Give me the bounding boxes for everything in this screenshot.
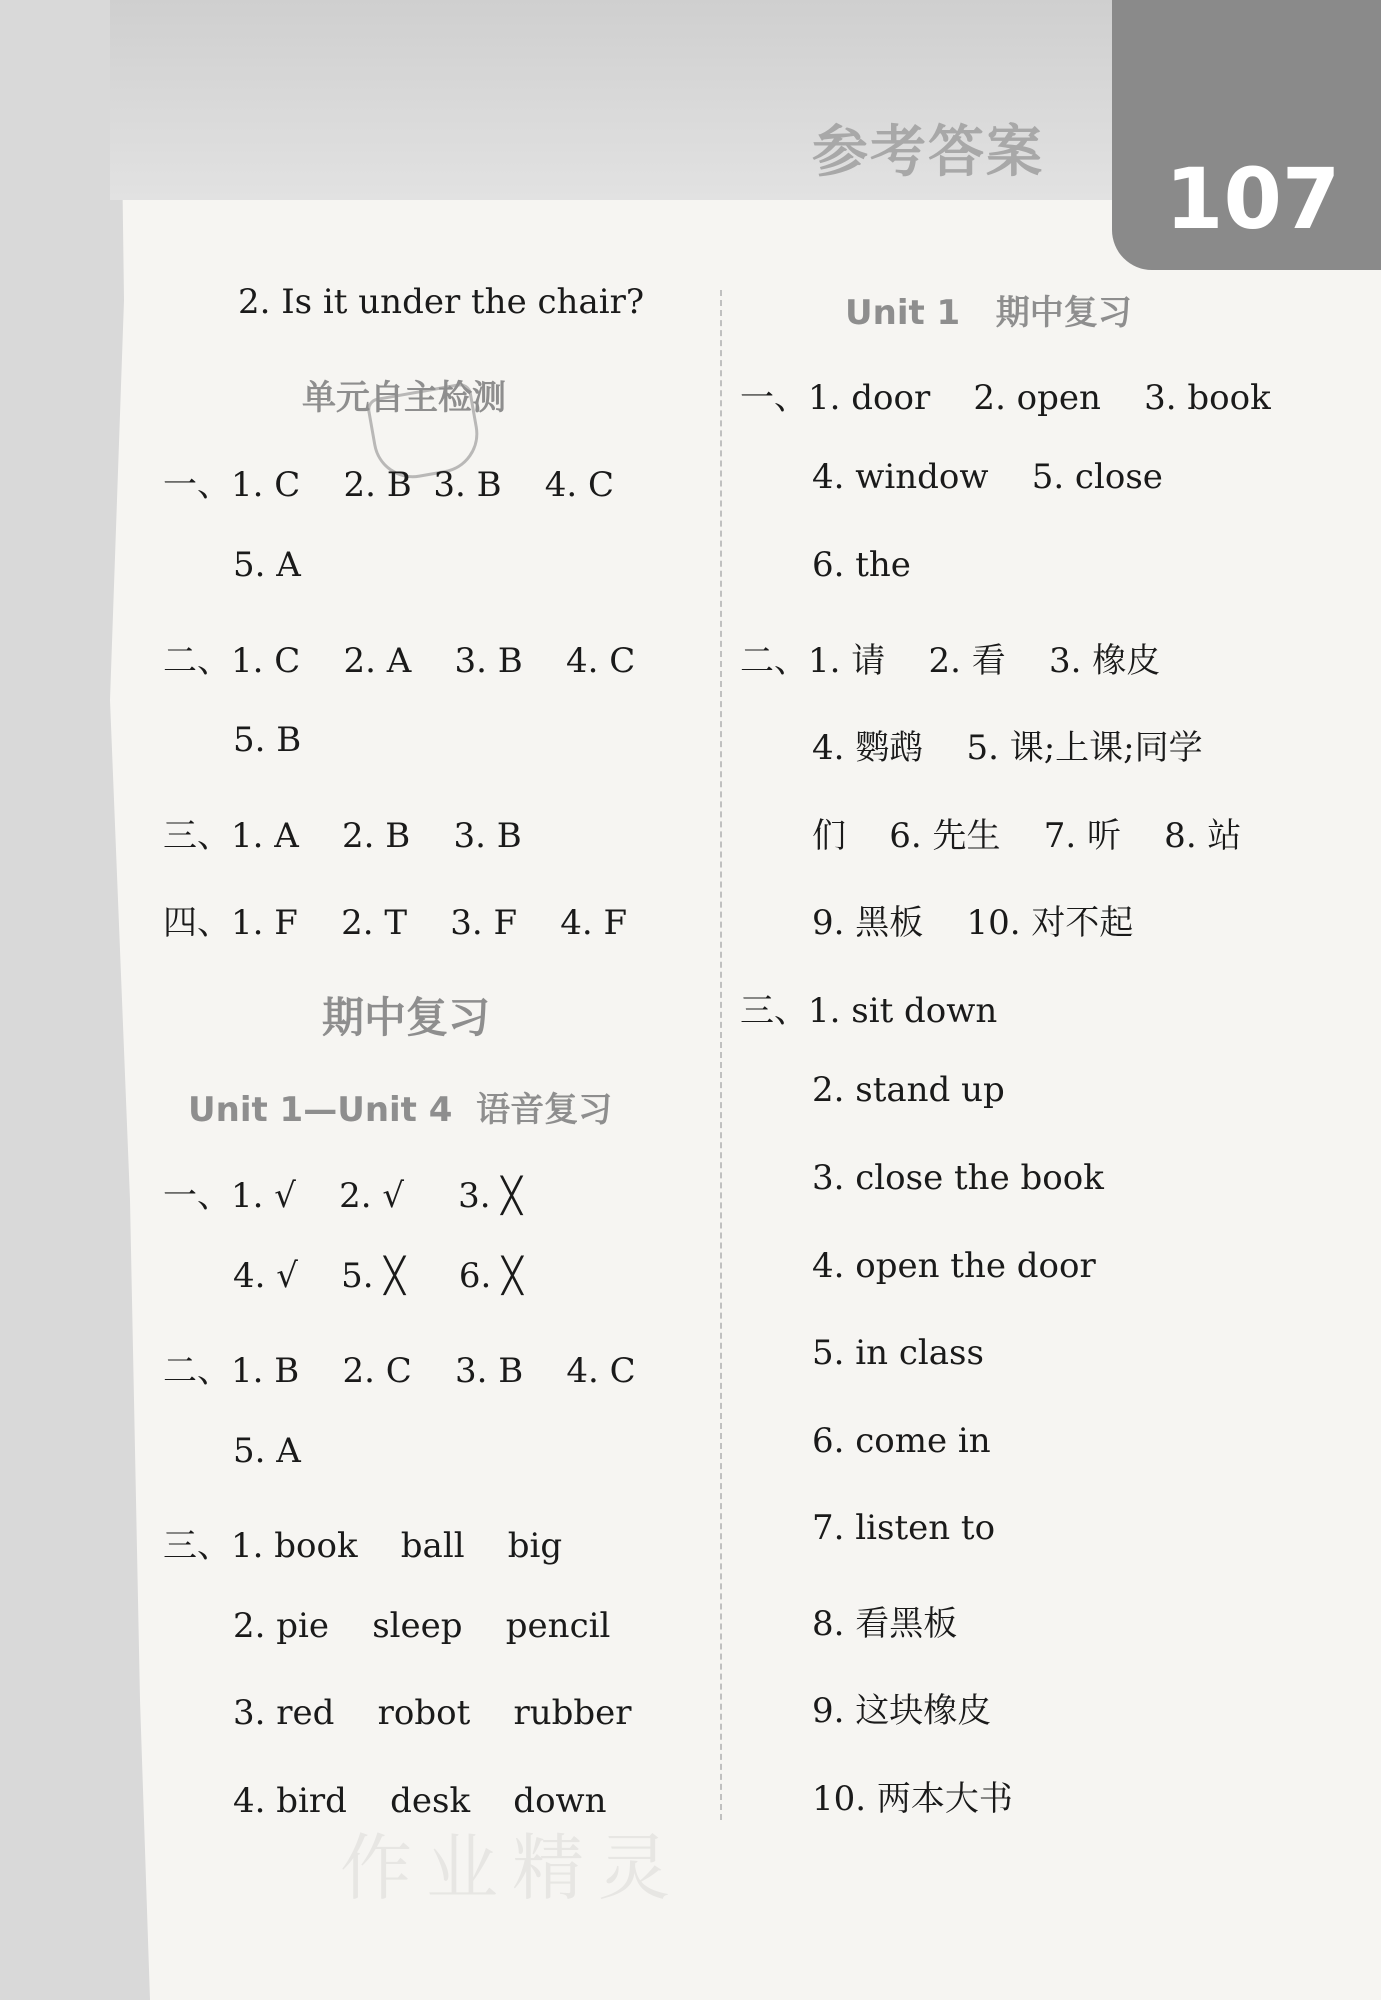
section-heading-unit-test: 单元自主检测 [302,378,506,418]
section-heading-phonics: Unit 1—Unit 4 语音复习 [188,1090,613,1130]
answer-line: 二、1. B 2. C 3. B 4. C [163,1351,636,1391]
answer-line: 5. B [233,720,302,760]
answer-line: 5. A [233,545,301,585]
answer-line: 6. the [812,545,911,585]
answer-line: 4. bird desk down [233,1781,607,1821]
answer-line: 9. 这块橡皮 [812,1691,992,1731]
answer-line: 7. listen to [812,1508,996,1548]
section-heading-unit1-midterm: Unit 1 期中复习 [845,293,1132,333]
answer-line: 三、1. book ball big [163,1526,563,1566]
answer-line: 6. come in [812,1421,991,1461]
answer-line: 三、1. sit down [740,991,998,1031]
answer-line: 2. Is it under the chair? [238,282,645,322]
answer-line: 一、1. door 2. open 3. book [740,378,1271,418]
column-divider [720,290,722,1820]
page-number: 107 [1165,150,1341,248]
answer-line: 三、1. A 2. B 3. B [163,816,522,856]
answer-line: 10. 两本大书 [812,1779,1013,1819]
header-title: 参考答案 [812,120,1044,185]
answer-line: 2. pie sleep pencil [233,1606,611,1646]
answer-line: 3. red robot rubber [233,1693,632,1733]
answer-line: 8. 看黑板 [812,1604,958,1644]
answer-line: 四、1. F 2. T 3. F 4. F [163,903,628,943]
answer-line: 9. 黑板 10. 对不起 [812,903,1134,943]
answer-line: 2. stand up [812,1070,1005,1110]
answer-line: 5. A [233,1431,301,1471]
answer-line: 一、1. C 2. B 3. B 4. C [163,465,615,505]
answer-line: 二、1. 请 2. 看 3. 橡皮 [740,641,1161,681]
answer-line: 4. open the door [812,1246,1096,1286]
answer-line: 4. √ 5. ╳ 6. ╳ [233,1256,523,1296]
watermark-text: 作业精灵 [340,1826,685,1910]
answer-line: 二、1. C 2. A 3. B 4. C [163,641,636,681]
answer-line: 们 6. 先生 7. 听 8. 站 [812,816,1242,856]
answer-line: 3. close the book [812,1158,1104,1198]
answer-line: 4. 鹦鹉 5. 课;上课;同学 [812,728,1203,768]
answer-line: 4. window 5. close [812,457,1163,497]
section-heading-midterm: 期中复习 [322,993,491,1042]
answer-line: 5. in class [812,1333,984,1373]
answer-line: 一、1. √ 2. √ 3. ╳ [163,1176,522,1216]
